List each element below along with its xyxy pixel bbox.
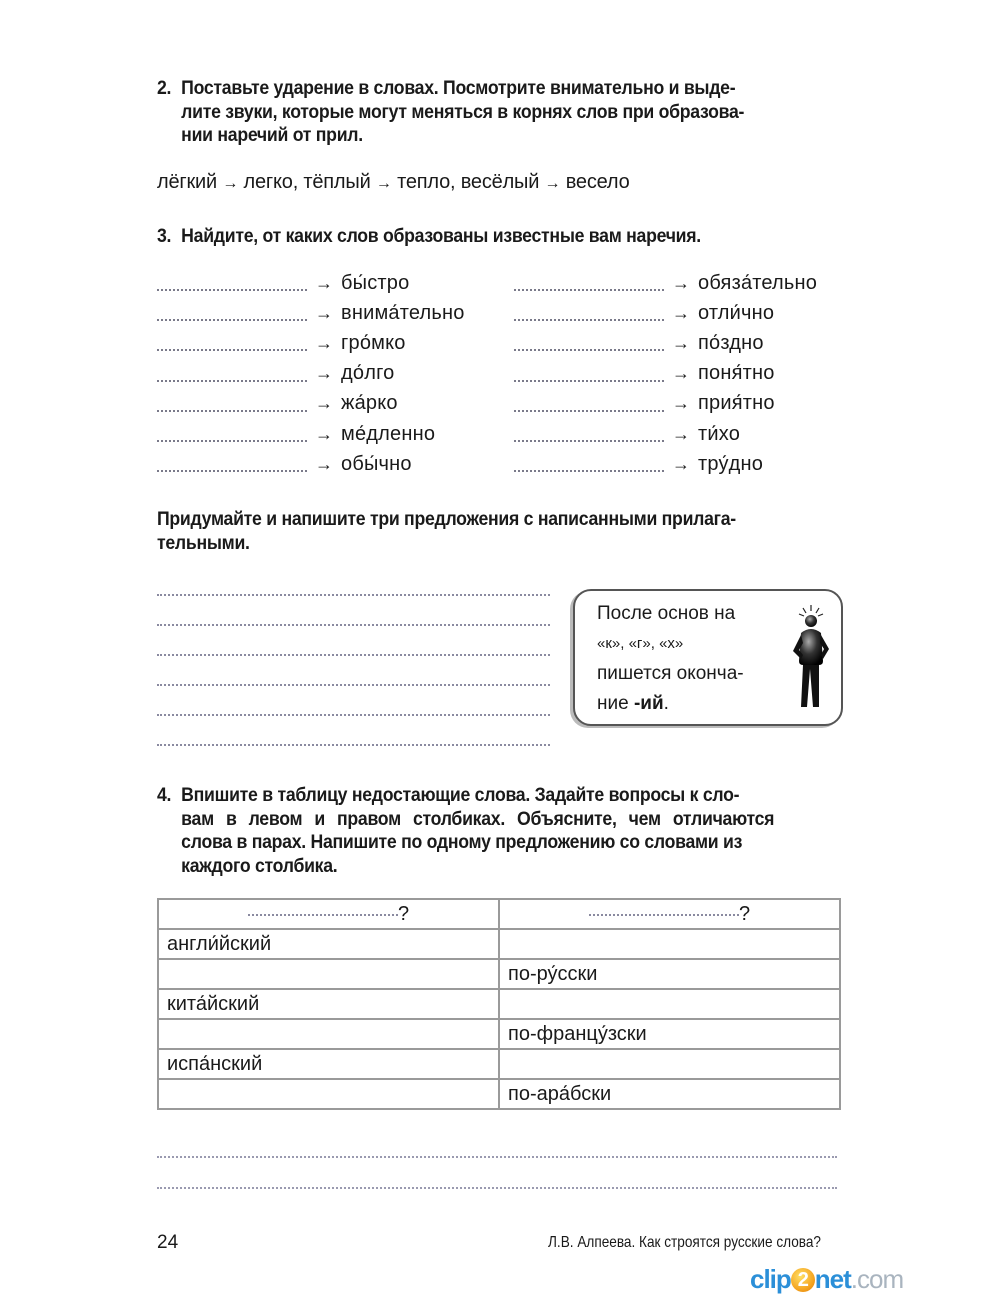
watermark-text: net [814, 1264, 851, 1294]
tip-line-text: . [663, 693, 669, 714]
adverb-row [514, 389, 775, 419]
heading-line: каждого столбика. [181, 855, 338, 877]
tip-line: После основ на [597, 603, 736, 624]
question-mark: ? [738, 902, 751, 925]
answer-blank[interactable] [514, 378, 664, 382]
answer-blank[interactable] [514, 287, 664, 291]
adverb-word: ме́дленно [341, 422, 436, 445]
arrow-right-icon: → [672, 453, 690, 474]
arrow-right-icon: → [315, 332, 333, 353]
table-header-cell[interactable] [158, 899, 499, 929]
arrow-right-icon: → [315, 393, 333, 414]
task-2-heading [157, 77, 836, 148]
table-row [158, 989, 840, 1019]
thinking-man-icon [789, 603, 833, 715]
task-number: 2. [157, 78, 172, 99]
table-row [158, 1049, 840, 1079]
writing-line[interactable] [157, 684, 550, 686]
adverb-row [157, 359, 394, 389]
adverb-row [157, 328, 406, 358]
sentences-task-heading [157, 508, 836, 555]
arrow-right-icon: → [222, 175, 239, 192]
task-3-heading [157, 225, 836, 249]
writing-line[interactable] [157, 654, 550, 656]
adverb-row [514, 419, 740, 449]
example-from: лёгкий [157, 171, 217, 193]
adverb-row [514, 328, 764, 358]
watermark-text: clip [750, 1264, 791, 1294]
arrow-right-icon: → [672, 302, 690, 323]
arrow-right-icon: → [315, 272, 333, 293]
adverb-word: поня́тно [698, 362, 775, 385]
page-number: 24 [157, 1232, 179, 1253]
answer-blank[interactable] [589, 914, 739, 916]
example-from: тёплый [303, 171, 371, 193]
table-cell: англи́йский [158, 929, 499, 959]
answer-blank[interactable] [514, 347, 664, 351]
adverb-word: бы́стро [341, 271, 410, 294]
tip-line: «к», «г», «х» [597, 635, 684, 652]
tip-line [597, 689, 744, 719]
heading-line: лите звуки, которые могут меняться в корнях слов при образова- [181, 101, 745, 123]
arrow-right-icon: → [315, 453, 333, 474]
table-cell-blank[interactable] [499, 1049, 840, 1079]
heading-line: Поставьте ударение в словах. Посмотрите внимательно и выде- [181, 78, 736, 99]
answer-blank[interactable] [157, 408, 307, 412]
arrow-right-icon: → [315, 423, 333, 444]
table-cell-blank[interactable] [158, 959, 499, 989]
answer-blank[interactable] [514, 438, 664, 442]
table-cell: по-ру́сски [499, 959, 840, 989]
arrow-right-icon: → [672, 332, 690, 353]
table-cell: кита́йский [158, 989, 499, 1019]
tip-box [573, 589, 843, 726]
table-row [158, 959, 840, 989]
adverb-row [514, 449, 763, 479]
writing-line[interactable] [157, 714, 550, 716]
book-title: Л.В. Алпеева. Как строятся русские слова? [548, 1234, 821, 1251]
adverb-word: внима́тельно [341, 301, 465, 324]
adverb-row [514, 359, 775, 389]
adverb-word: прия́тно [698, 392, 775, 415]
table-row [158, 1079, 840, 1109]
arrow-right-icon: → [315, 363, 333, 384]
adverb-word: до́лго [341, 362, 395, 385]
question-mark: ? [397, 902, 410, 925]
task-4-heading [157, 784, 836, 878]
writing-line[interactable] [157, 1187, 837, 1189]
table-header-cell[interactable] [499, 899, 840, 929]
answer-blank[interactable] [514, 317, 664, 321]
heading-line: нии наречий от прил. [181, 125, 363, 146]
arrow-right-icon: → [672, 423, 690, 444]
heading-line: тельными. [157, 532, 250, 554]
table-cell: испа́нский [158, 1049, 499, 1079]
answer-blank[interactable] [157, 317, 307, 321]
heading-line: Придумайте и напишите три предложения с написанными прилага- [157, 509, 736, 530]
watermark-badge: 2 [791, 1268, 815, 1292]
adverb-row [157, 419, 435, 449]
arrow-right-icon: → [672, 363, 690, 384]
table-cell: по-ара́бски [499, 1079, 840, 1109]
table-row [158, 1019, 840, 1049]
table-cell-blank[interactable] [499, 929, 840, 959]
writing-line[interactable] [157, 594, 550, 596]
example-from: весёлый [460, 171, 540, 193]
writing-line[interactable] [157, 624, 550, 626]
answer-blank[interactable] [157, 468, 307, 472]
adverb-word: обяза́тельно [698, 271, 818, 294]
answer-blank[interactable] [514, 468, 664, 472]
heading-line: Найдите, от каких слов образованы известные вам наречия. [181, 226, 701, 247]
adverb-word: тру́дно [698, 452, 764, 475]
arrow-right-icon: → [672, 393, 690, 414]
arrow-right-icon: → [544, 175, 561, 192]
adverb-row [157, 449, 412, 479]
adverb-word: обы́чно [341, 452, 412, 475]
task-number: 3. [157, 226, 172, 247]
tip-line-text: ние [597, 693, 634, 714]
table-row [158, 929, 840, 959]
table-cell-blank[interactable] [158, 1079, 499, 1109]
adverb-row [514, 298, 774, 328]
arrow-right-icon: → [375, 175, 392, 192]
table-cell-blank[interactable] [499, 989, 840, 1019]
adverb-word: по́здно [698, 331, 764, 354]
table-header-row [158, 899, 840, 929]
adverb-word: жа́рко [341, 392, 398, 415]
example-to: тепло, [397, 171, 456, 193]
example-to: весело [565, 171, 630, 193]
adverb-row [514, 268, 817, 298]
tip-ending: -ий [633, 693, 664, 714]
adverb-word: отли́чно [698, 301, 775, 324]
arrow-right-icon: → [672, 272, 690, 293]
adverb-row [157, 298, 465, 328]
answer-blank[interactable] [514, 408, 664, 412]
table-cell-blank[interactable] [158, 1019, 499, 1049]
heading-line: Впишите в таблицу недостающие слова. Задайте вопросы к сло- [181, 785, 740, 806]
arrow-right-icon: → [315, 302, 333, 323]
writing-line[interactable] [157, 1156, 837, 1158]
answer-blank[interactable] [157, 287, 307, 291]
writing-line[interactable] [157, 744, 550, 746]
adverb-word: гро́мко [341, 331, 406, 354]
answer-blank[interactable] [157, 378, 307, 382]
words-table [157, 898, 841, 1110]
task-number: 4. [157, 785, 172, 806]
adverb-row [157, 389, 398, 419]
example-to: легко, [243, 171, 299, 193]
adverb-word: ти́хо [698, 422, 741, 445]
table-cell: по-францу́зски [499, 1019, 840, 1049]
answer-blank[interactable] [157, 438, 307, 442]
tip-line: пишется оконча- [597, 663, 744, 684]
watermark-logo [750, 1264, 903, 1295]
heading-line: вам в левом и правом столбиках. Объясните, чем отличаются [181, 808, 775, 830]
watermark-text: .com [850, 1264, 904, 1294]
tip-text [597, 599, 744, 719]
answer-blank[interactable] [157, 347, 307, 351]
task-2-example [157, 170, 630, 196]
heading-line: слова в парах. Напишите по одному предложению со словами из [181, 832, 743, 853]
answer-blank[interactable] [248, 914, 398, 916]
adverb-row [157, 268, 409, 298]
